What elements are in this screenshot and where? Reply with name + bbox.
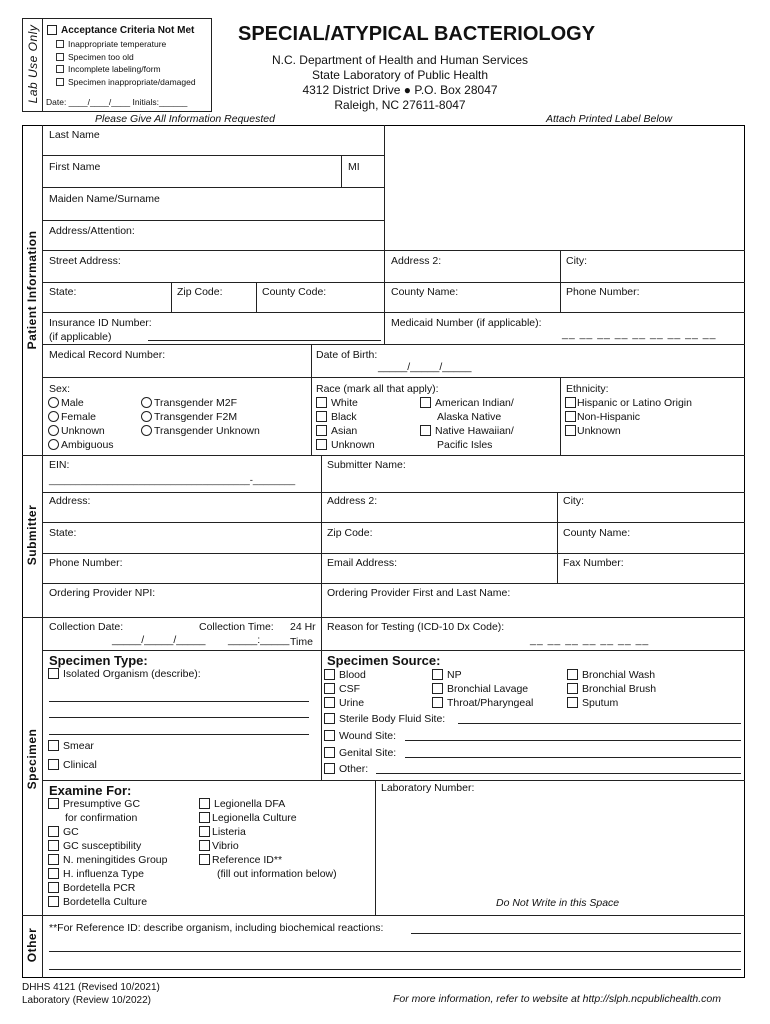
reason-testing-field[interactable]: Reason for Testing (ICD-10 Dx Code): <box>327 621 505 633</box>
radio-icon <box>48 439 59 450</box>
patient-zip-field[interactable]: Zip Code: <box>177 286 223 298</box>
checkbox-icon <box>432 683 443 694</box>
checkbox-icon <box>199 854 210 865</box>
checkbox-icon <box>565 411 576 422</box>
source-option[interactable]: CSF <box>324 682 366 696</box>
genital-site-option[interactable]: Genital Site: <box>324 747 396 760</box>
ethnicity-option[interactable]: Unknown <box>565 424 692 438</box>
radio-icon <box>48 397 59 408</box>
ethnicity-label: Ethnicity: <box>566 383 609 395</box>
checkbox-icon <box>565 397 576 408</box>
reference-desc-line[interactable] <box>49 969 741 970</box>
race-option[interactable]: White <box>316 396 375 410</box>
patient-state-field[interactable]: State: <box>49 286 77 298</box>
isolated-describe-line[interactable] <box>49 717 309 718</box>
submitter-fax-field[interactable]: Fax Number: <box>563 557 624 569</box>
checkbox-icon <box>56 78 64 86</box>
collection-date-blank[interactable]: _____/_____/_____ <box>112 634 206 646</box>
patient-county-name-field[interactable]: County Name: <box>391 286 459 298</box>
checkbox-icon <box>316 439 327 450</box>
examine-option[interactable]: N. meningitides Group <box>48 853 167 867</box>
section-specimen-label: Specimen <box>25 728 39 790</box>
source-option[interactable]: Throat/Pharyngeal <box>432 696 533 710</box>
sex-option[interactable]: Transgender F2M <box>141 410 260 424</box>
radio-icon <box>141 397 152 408</box>
reference-desc-line[interactable] <box>411 933 741 934</box>
sex-options-col2 <box>141 396 260 438</box>
lab-address: N.C. Department of Health and Human Services State Laboratory of Public Health 4312 District Drive ● P.O. Box 28047 Raleigh, NC 27611-8047 <box>271 53 529 112</box>
submitter-state-field[interactable]: State: <box>49 527 77 539</box>
source-option[interactable]: Bronchial Brush <box>567 682 656 696</box>
ein-blank[interactable]: ______________________________________-________ <box>49 475 296 486</box>
checkbox-icon <box>48 854 59 865</box>
checkbox-icon <box>48 840 59 851</box>
examine-option[interactable]: GC <box>48 825 167 839</box>
reference-id-note: **For Reference ID: describe organism, including biochemical reactions: <box>49 922 384 934</box>
checkbox-icon <box>56 40 64 48</box>
race-option[interactable]: Unknown <box>316 438 375 452</box>
provider-name-field[interactable]: Ordering Provider First and Last Name: <box>327 587 511 599</box>
examine-option[interactable]: Legionella DFA <box>199 797 337 811</box>
checkbox-icon <box>199 840 210 851</box>
checkbox-icon <box>199 812 210 823</box>
radio-icon <box>141 411 152 422</box>
race-option[interactable]: Native Hawaiian/ <box>420 424 514 438</box>
sex-option[interactable]: Ambiguous <box>48 438 114 452</box>
isolated-describe-line[interactable] <box>49 734 309 735</box>
examine-option[interactable]: Bordetella Culture <box>48 895 167 909</box>
checkbox-icon <box>420 425 431 436</box>
reason-blanks[interactable]: __ __ __ __ __ __ __ <box>530 634 650 646</box>
sex-option[interactable]: Female <box>48 410 114 424</box>
more-info-link[interactable]: For more information, refer to website at http://slph.ncpublichealth.com <box>393 993 721 1005</box>
insurance-note: (if applicable) <box>49 331 112 343</box>
section-submitter-label: Submitter <box>25 504 39 566</box>
race-option[interactable]: American Indian/ <box>420 396 514 410</box>
radio-icon <box>48 425 59 436</box>
acceptance-criteria-checkbox[interactable]: Acceptance Criteria Not Met <box>47 24 194 37</box>
other-source-option[interactable]: Other: <box>324 763 368 776</box>
examine-col1: Presumptive GC for confirmation GC GC susceptibility N. meningitides Group H. influenza Type Bordetella PCR Bordetella Culture <box>48 797 167 909</box>
checkbox-icon <box>324 683 335 694</box>
laboratory-number-label: Laboratory Number: <box>381 782 475 794</box>
lab-criteria-list <box>56 38 196 88</box>
sex-option[interactable]: Transgender M2F <box>141 396 260 410</box>
time-word: Time <box>290 636 313 648</box>
checkbox-icon <box>324 730 335 741</box>
checkbox-icon <box>324 669 335 680</box>
collection-time-blank[interactable]: _____:_____ <box>228 634 290 646</box>
sterile-fluid-option[interactable]: Sterile Body Fluid Site: <box>324 713 445 726</box>
patient-address2-field[interactable]: Address 2: <box>391 255 442 267</box>
checkbox-icon <box>48 759 59 770</box>
race-option[interactable]: Black <box>316 410 375 424</box>
source-option[interactable]: Bronchial Wash <box>567 668 656 682</box>
checkbox-icon <box>316 411 327 422</box>
patient-phone-field[interactable]: Phone Number: <box>566 286 640 298</box>
examine-option[interactable]: GC susceptibility <box>48 839 167 853</box>
checkbox-icon <box>199 798 210 809</box>
source-col1 <box>324 668 366 710</box>
source-col2 <box>432 668 533 710</box>
isolated-describe-line[interactable] <box>49 701 309 702</box>
criteria-item[interactable]: Specimen inappropriate/damaged <box>56 76 196 89</box>
checkbox-icon <box>48 882 59 893</box>
submitter-name-field[interactable]: Submitter Name: <box>327 459 406 471</box>
reference-desc-line[interactable] <box>49 951 741 952</box>
checkbox-icon <box>199 826 210 837</box>
provider-npi-field[interactable]: Ordering Provider NPI: <box>49 587 156 599</box>
submitter-email-field[interactable]: Email Address: <box>327 557 398 569</box>
dob-field[interactable]: Date of Birth: <box>316 349 378 361</box>
checkbox-icon <box>56 65 64 73</box>
form-id: DHHS 4121 (Revised 10/2021) <box>22 982 160 993</box>
examine-option[interactable]: Listeria <box>199 825 337 839</box>
checkbox-icon <box>48 826 59 837</box>
give-info-note: Please Give All Information Requested <box>95 113 275 125</box>
submitter-address-field[interactable]: Address: <box>49 495 91 507</box>
sex-options-col1 <box>48 396 114 452</box>
ethnicity-option[interactable]: Hispanic or Latino Origin <box>565 396 692 410</box>
lab-date-initials[interactable]: Date: ____/____/____ Initials:______ <box>46 97 188 107</box>
source-option[interactable]: NP <box>432 668 533 682</box>
criteria-item[interactable]: Incomplete labeling/form <box>56 63 196 76</box>
checkbox-icon <box>567 683 578 694</box>
checkbox-icon <box>567 669 578 680</box>
smear-option[interactable]: Smear <box>48 740 94 753</box>
checkbox-icon <box>324 697 335 708</box>
collection-date-field[interactable]: Collection Date: <box>49 621 124 633</box>
maiden-name-field[interactable]: Maiden Name/Surname <box>49 193 160 205</box>
race-options-col1 <box>316 396 375 452</box>
submitter-address2-field[interactable]: Address 2: <box>327 495 378 507</box>
mrn-field[interactable]: Medical Record Number: <box>49 349 166 361</box>
sex-option[interactable]: Transgender Unknown <box>141 424 260 438</box>
specimen-source-heading: Specimen Source: <box>327 653 441 668</box>
sex-option[interactable]: Male <box>48 396 114 410</box>
checkbox-icon <box>324 713 335 724</box>
insurance-id-field[interactable]: Insurance ID Number: <box>49 317 152 329</box>
checkbox-icon <box>565 425 576 436</box>
examine-option[interactable]: Vibrio <box>199 839 337 853</box>
examine-col2: Legionella DFA Legionella Culture Listeria Vibrio Reference ID** (fill out information below) <box>199 797 337 881</box>
criteria-item[interactable]: Inappropriate temperature <box>56 38 196 51</box>
race-options-col2: American Indian/ Alaska Native Native Hawaiian/ Pacific Isles <box>420 396 514 452</box>
source-option[interactable]: Sputum <box>567 696 656 710</box>
checkbox-icon <box>324 747 335 758</box>
sex-option[interactable]: Unknown <box>48 424 114 438</box>
patient-city-field[interactable]: City: <box>566 255 587 267</box>
medicaid-field[interactable]: Medicaid Number (if applicable): <box>391 317 542 329</box>
county-code-field[interactable]: County Code: <box>262 286 327 298</box>
isolated-organism-option[interactable]: Isolated Organism (describe): <box>48 668 201 681</box>
collection-time-field[interactable]: Collection Time: <box>199 621 274 633</box>
street-address-field[interactable]: Street Address: <box>49 255 121 267</box>
address-attention-field[interactable]: Address/Attention: <box>49 225 135 237</box>
wound-site-option[interactable]: Wound Site: <box>324 730 396 743</box>
lab-use-side-label: Lab Use Only <box>26 24 40 104</box>
ein-field[interactable]: EIN: <box>49 459 70 471</box>
race-option[interactable]: Asian <box>316 424 375 438</box>
source-option[interactable]: Bronchial Lavage <box>432 682 533 696</box>
dob-blank[interactable]: _____/_____/_____ <box>378 361 472 373</box>
clinical-option[interactable]: Clinical <box>48 759 97 772</box>
examine-option[interactable]: H. influenza Type <box>48 867 167 881</box>
form-title: SPECIAL/ATYPICAL BACTERIOLOGY <box>238 23 596 45</box>
medicaid-blanks[interactable]: __ __ __ __ __ __ __ __ __ <box>562 328 717 340</box>
checkbox-icon <box>316 397 327 408</box>
checkbox-icon <box>48 798 59 809</box>
section-other-label: Other <box>25 927 39 963</box>
ethnicity-options <box>565 396 692 438</box>
time-24hr: 24 Hr <box>290 621 316 633</box>
radio-icon <box>48 411 59 422</box>
examine-option[interactable]: Bordetella PCR <box>48 881 167 895</box>
checkbox-icon <box>420 397 431 408</box>
submitter-phone-field[interactable]: Phone Number: <box>49 557 123 569</box>
checkbox-icon <box>316 425 327 436</box>
checkbox-icon <box>48 896 59 907</box>
checkbox-icon <box>432 697 443 708</box>
radio-icon <box>141 425 152 436</box>
first-name-field[interactable]: First Name <box>49 161 101 173</box>
specimen-type-heading: Specimen Type: <box>49 653 148 668</box>
checkbox-icon <box>48 740 59 751</box>
checkbox-icon <box>56 53 64 61</box>
review-date: Laboratory (Review 10/2022) <box>22 995 151 1006</box>
race-label: Race (mark all that apply): <box>316 383 439 395</box>
submitter-county-field[interactable]: County Name: <box>563 527 631 539</box>
source-col3 <box>567 668 656 710</box>
ethnicity-option[interactable]: Non-Hispanic <box>565 410 692 424</box>
do-not-write-note: Do Not Write in this Space <box>496 897 620 909</box>
mi-field[interactable]: MI <box>348 161 360 173</box>
examine-option[interactable]: Legionella Culture <box>199 811 337 825</box>
sex-label: Sex: <box>49 383 71 395</box>
examine-for-heading: Examine For: <box>49 783 132 798</box>
checkbox-icon <box>48 668 59 679</box>
checkbox-icon <box>48 868 59 879</box>
source-option[interactable]: Blood <box>324 668 366 682</box>
examine-option[interactable]: Reference ID** <box>199 853 337 867</box>
criteria-item[interactable]: Specimen too old <box>56 51 196 64</box>
last-name-field[interactable]: Last Name <box>49 129 100 141</box>
submitter-city-field[interactable]: City: <box>563 495 584 507</box>
examine-option[interactable]: Presumptive GC <box>48 797 167 811</box>
section-patient-label: Patient Information <box>25 230 39 350</box>
source-option[interactable]: Urine <box>324 696 366 710</box>
checkbox-icon <box>47 25 57 35</box>
checkbox-icon <box>432 669 443 680</box>
submitter-zip-field[interactable]: Zip Code: <box>327 527 373 539</box>
checkbox-icon <box>567 697 578 708</box>
checkbox-icon <box>324 763 335 774</box>
attach-label-note: Attach Printed Label Below <box>546 113 673 125</box>
